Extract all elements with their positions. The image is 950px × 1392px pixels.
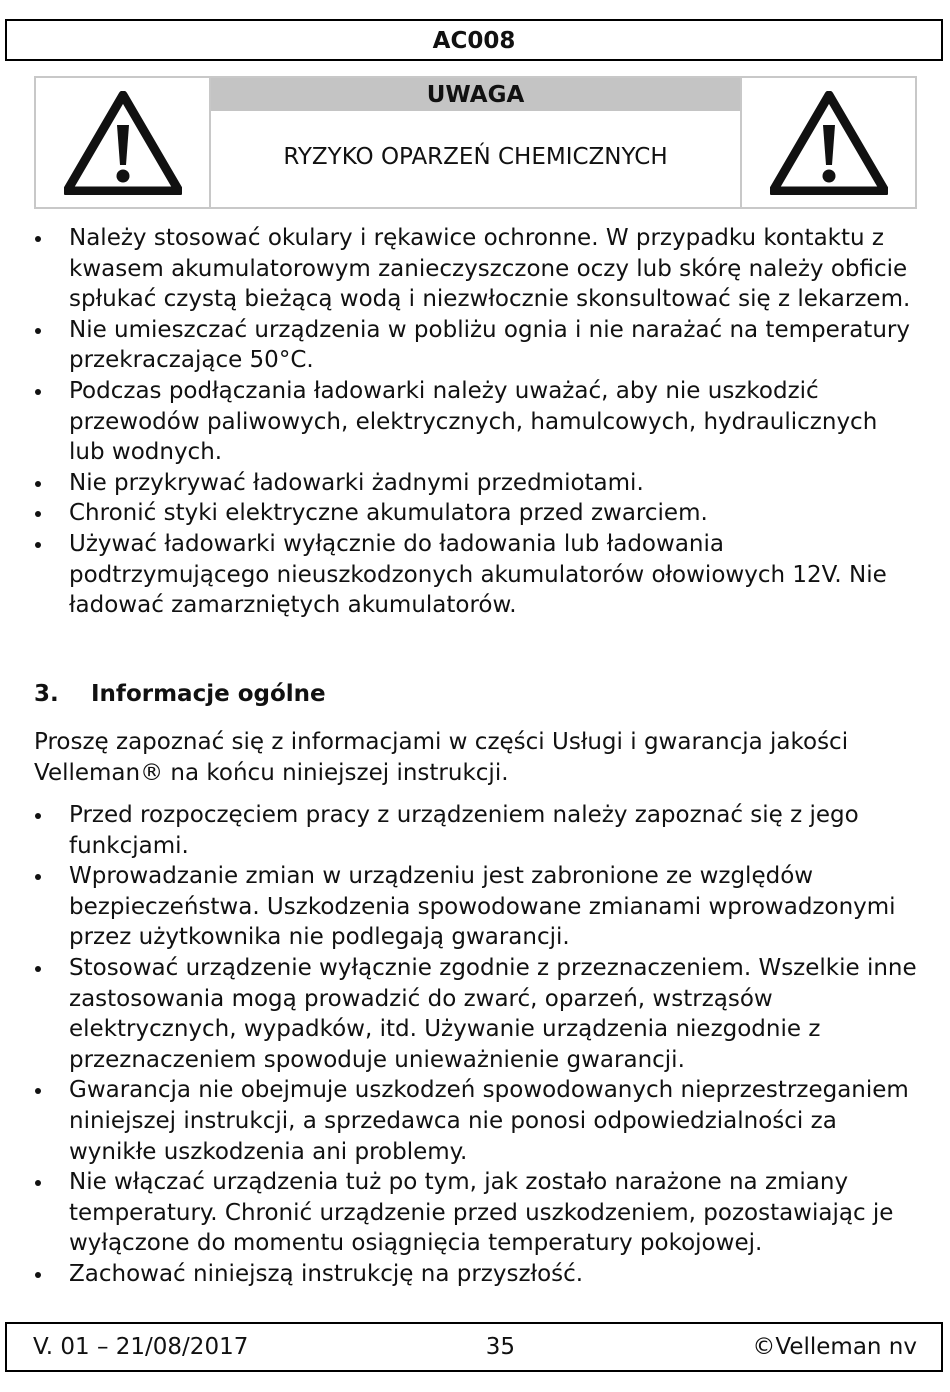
section-number: 3.: [34, 681, 59, 707]
warning-title: UWAGA: [211, 78, 740, 111]
warning-icon-cell-left: [36, 78, 211, 207]
warning-center: [211, 78, 740, 207]
list-item: Nie włączać urządzenia tuż po tym, jak zostało narażone na zmiany temperatury. Chronić urządzenie przed uszkodzeniem, pozostawiając je wyłączone do momentu osiągnięcia temperatury pokojowej.: [34, 1167, 919, 1259]
list-item: Przed rozpoczęciem pracy z urządzeniem należy zapoznać się z jego funkcjami.: [34, 800, 919, 861]
warning-text: RYZYKO OPARZEŃ CHEMICZNYCH: [283, 144, 668, 170]
list-item: Należy stosować okulary i rękawice ochronne. W przypadku kontaktu z kwasem akumulatorowym zanieczyszczone oczy lub skórę należy obficie spłukać czystą bieżącą wodą i niezwłocznie skonsultować się z lekarzem.: [34, 223, 919, 315]
model-header: [5, 19, 943, 61]
section-heading: [34, 681, 326, 707]
footer-copyright: ©Velleman nv: [752, 1334, 917, 1360]
section-intro: Proszę zapoznać się z informacjami w części Usługi i gwarancja jakości Velleman® na końcu niniejszej instrukcji.: [34, 729, 849, 786]
warning-triangle-icon: [64, 91, 182, 195]
list-item: Gwarancja nie obejmuje uszkodzeń spowodowanych nieprzestrzeganiem niniejszej instrukcji, a sprzedawca nie ponosi odpowiedzialności za wynikłe uszkodzenia ani problemy.: [34, 1075, 919, 1167]
page-number: 35: [485, 1334, 516, 1360]
model-name: AC008: [432, 28, 516, 54]
list-item: Stosować urządzenie wyłącznie zgodnie z przeznaczeniem. Wszelkie inne zastosowania mogą prowadzić do zwarć, oparzeń, wstrząsów elektrycznych, wypadków, itd. Używanie urządzenia niezgodnie z przeznaczeniem spowoduje unieważnienie gwarancji.: [34, 953, 919, 1075]
warning-triangle-icon: [770, 91, 888, 195]
footer-version: V. 01 – 21/08/2017: [33, 1334, 249, 1360]
warning-table: [34, 76, 917, 209]
list-item: Używać ładowarki wyłącznie do ładowania lub ładowania podtrzymującego nieuszkodzonych akumulatorów ołowiowych 12V. Nie ładować zamarzniętych akumulatorów.: [34, 529, 919, 621]
list-item: Zachować niniejszą instrukcję na przyszłość.: [34, 1259, 919, 1290]
list-item: Podczas podłączania ładowarki należy uważać, aby nie uszkodzić przewodów paliwowych, elektrycznych, hamulcowych, hydraulicznych lub wodnych.: [34, 376, 919, 468]
page-footer: [5, 1322, 943, 1372]
list-item: Nie umieszczać urządzenia w pobliżu ognia i nie narażać na temperatury przekraczające 50°C.: [34, 315, 919, 376]
safety-list: [34, 223, 919, 621]
general-info-list: [34, 800, 919, 1290]
list-item: Wprowadzanie zmian w urządzeniu jest zabronione ze względów bezpieczeństwa. Uszkodzenia spowodowane zmianami wprowadzonymi przez użytkownika nie podlegają gwarancji.: [34, 861, 919, 953]
list-item: Nie przykrywać ładowarki żadnymi przedmiotami.: [34, 468, 919, 499]
warning-icon-cell-right: [740, 78, 915, 207]
section-title: Informacje ogólne: [91, 681, 326, 707]
list-item: Chronić styki elektryczne akumulatora przed zwarciem.: [34, 498, 919, 529]
